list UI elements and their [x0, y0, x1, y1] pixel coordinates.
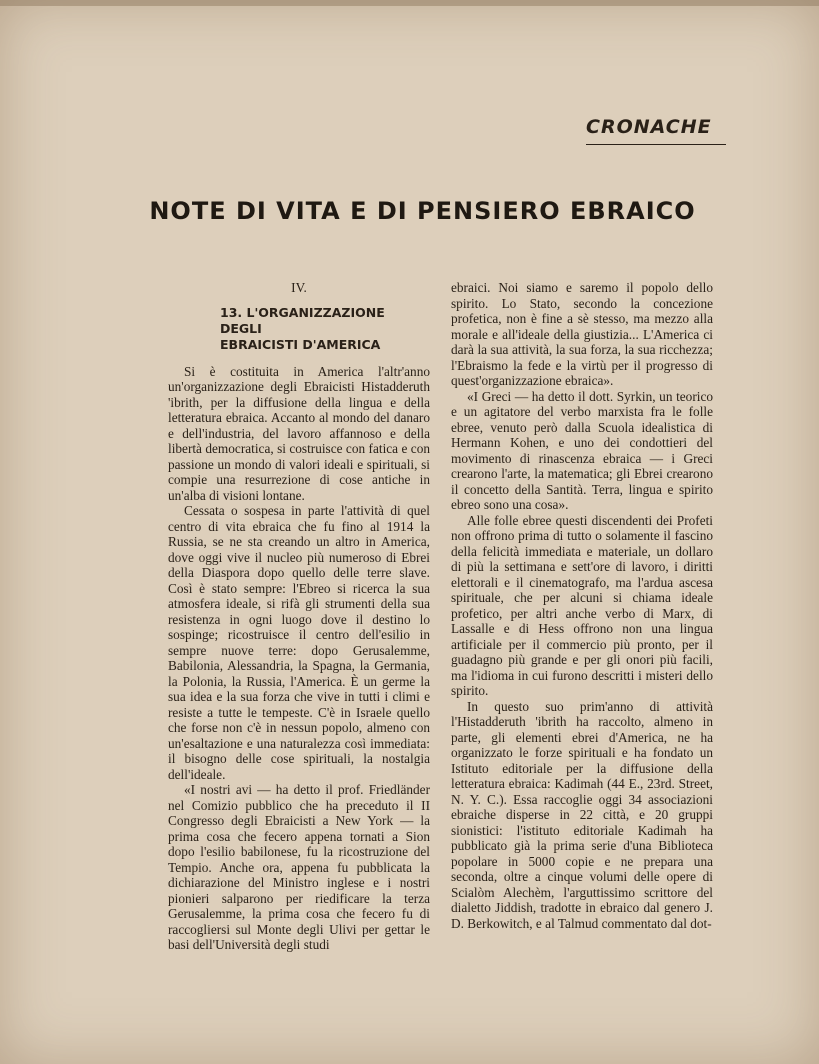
paragraph: «I Greci — ha detto il dott. Syrkin, un teorico e un agitatore del verbo marxista fra le folle ebree, venuto però dalla Scuola idealistica di Hermann Kohen, e uno dei condottieri del movimento di rinascenza ebraica — i Greci crearono l'arte, la matematica; gli Ebrei crearono il concetto della Santità. Terra, lingua e spirito ebreo sono una cosa». — [451, 388, 713, 512]
left-column — [168, 280, 430, 953]
paragraph: In questo suo prim'anno di attività l'Histadderuth 'ibrith ha raccolto, almeno in parte, gli elementi ebrei d'America, ne ha organizzato le forze spirituali e ha fondato un Istituto editoriale per la diffusione della letteratura ebraica: Kadimah (44 E., 23rd. Street, N. Y. C.). Essa raccoglie oggi 34 associazioni ebraiche disperse in 22 città, e 20 gruppi sionistici: l'istituto editoriale Kadimah ha pubblicato già la prima serie d'una Biblioteca popolare in 5000 copie e ne prepara una seconda, oltre a cinque volumi delle opere di Scialòm Alechèm, l'arguttissimo scrittore del dialetto Jiddish, tradotte in ebraico dal genero J. D. Berkowitch, e al Talmud commentato dal dot- — [451, 698, 713, 931]
right-column — [451, 280, 713, 931]
paragraph: ebraici. Noi siamo e saremo il popolo dello spirito. Lo Stato, secondo la concezione profetica, non è fine a sè stesso, ma mezzo alla morale e all'ideale della giustizia... L'America ci darà la sua attività, la sua forza, la sua ricchezza; l'Ebraismo la fede e la virtù per il progresso di quest'organizzazione ebraica». — [451, 280, 713, 388]
article-heading-line-1: 13. L'ORGANIZZAZIONE DEGLI — [220, 304, 385, 336]
article-heading-line-2: EBRAICISTI D'AMERICA — [220, 336, 381, 352]
article-heading — [220, 305, 430, 353]
page-title: NOTE DI VITA E DI PENSIERO EBRAICO — [149, 197, 696, 225]
paragraph: «I nostri avi — ha detto il prof. Friedländer nel Comizio pubblico che ha preceduto il II Congresso degli Ebraicisti a New York — la prima cosa che fecero appena tornati a Sion dopo l'esilio babilonese, fu la ricostruzione del Tempio. Anche ora, appena fu pubblicata la dichiarazione del Ministro inglese e i nostri pionieri salparono per riedificare la terza Gerusalemme, la prima cosa che fecero fu di raccogliersi sul Monte degli Ulivi per gettar le basi dell'Università degli studi — [168, 782, 430, 952]
part-number: IV. — [291, 280, 307, 295]
paragraph: Si è costituita in America l'altr'anno un'organizzazione degli Ebraicisti Histadderuth 'ibrith, per la diffusione della lingua e della letteratura ebraica. Accanto al mondo del danaro e dell'industria, del lavoro affannoso e della libertà democratica, si costruisce con fatica e con passione un mondo di valori ideali e spirituali, si compie una resurrezione di cose antiche in un'alba di visioni lontane. — [168, 363, 430, 503]
paragraph: Cessata o sospesa in parte l'attività di quel centro di vita ebraica che fu fino al 1914 la Russia, se ne sta creando un altro in America, dove oggi vive il nucleo più numeroso di Ebrei della Diaspora dopo quello delle terre slave. Così è stato sempre: l'Ebreo si ricerca la sua atmosfera ideale, si rifà gli strumenti della sua resistenza in ogni luogo dove il destino lo sospinge; ricostruisce il centro dell'esilio in sempre nuove terre: dopo Gerusalemme, Babilonia, Alessandria, la Spagna, la Germania, la Polonia, la Russia, l'America. È un germe la sua idea e la sua forza che vive in tutti i climi e resiste a tutte le tempeste. C'è in Israele quello che forse non c'è in nessun popolo, almeno con un'esaltazione e una naturalezza così immediata: il bisogno delle cose spirituali, la nostalgia dell'ideale. — [168, 503, 430, 782]
section-label: CRONACHE — [586, 116, 726, 145]
page-edge — [0, 0, 819, 6]
paragraph: Alle folle ebree questi discendenti dei Profeti non offrono prima di tutto o solamente il fascino della felicità immediata e materiale, un dollaro di più la settimana e sett'ore di lavoro, i diritti elettorali e il cinematografo, ma l'ardua ascesa spirituale, che per alcuni si chiama ideale profetico, per altri anche verbo di Marx, di Lassalle e di Hess offrono non una lingua artificiale per il commercio più pronto, per il guadagno più grande e per gli onori più facili, ma l'idioma in cui furono descritti i misteri dello spirito. — [451, 512, 713, 698]
